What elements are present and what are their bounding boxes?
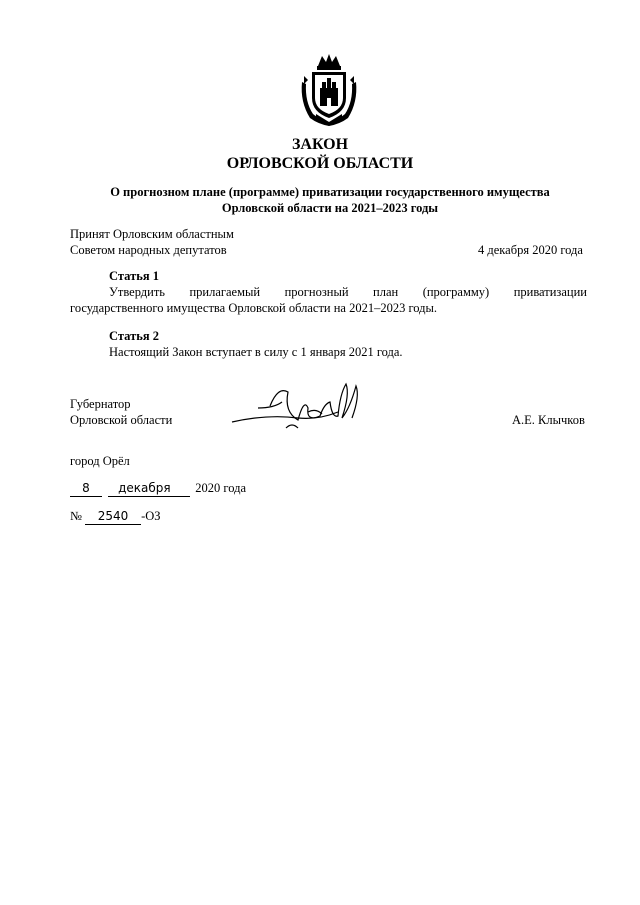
coat-of-arms-icon <box>298 52 360 128</box>
number-suffix: -ОЗ <box>141 509 161 523</box>
law-number <box>70 508 161 525</box>
article1-heading: Статья 1 <box>109 269 159 283</box>
article2-text: Настоящий Закон вступает в силу с 1 января 2021 года. <box>109 345 403 359</box>
law-subject-line1: О прогнозном плане (программе) приватизации государственного имущества <box>110 185 550 199</box>
date-month: декабря <box>118 481 171 495</box>
signatory-title-line2: Орловской области <box>70 413 173 427</box>
handwritten-signature <box>228 378 378 438</box>
signing-date <box>70 480 246 497</box>
article1-text-line2: государственного имущества Орловской области на 2021–2023 годы. <box>70 301 438 315</box>
adoption-line2: Советом народных депутатов <box>70 243 227 257</box>
signatory-name: А.Е. Клычков <box>512 413 585 427</box>
city: город Орёл <box>70 454 130 468</box>
date-year: 2020 года <box>195 481 246 495</box>
article1-text-line1: Утвердить прилагаемый прогнозный план (программу) приватизации <box>109 285 587 299</box>
number-value: 2540 <box>97 509 129 523</box>
law-subject-line2: Орловской области на 2021–2023 годы <box>221 201 439 215</box>
adoption-date: 4 декабря 2020 года <box>478 243 583 257</box>
adoption-line1: Принят Орловским областным <box>70 227 234 241</box>
article2-heading: Статья 2 <box>109 329 159 343</box>
date-day: 8 <box>82 481 90 495</box>
document-type: ЗАКОН <box>291 136 349 153</box>
signatory-title-line1: Губернатор <box>70 397 131 411</box>
region-title: ОРЛОВСКОЙ ОБЛАСТИ <box>226 155 414 172</box>
number-prefix: № <box>70 509 82 523</box>
